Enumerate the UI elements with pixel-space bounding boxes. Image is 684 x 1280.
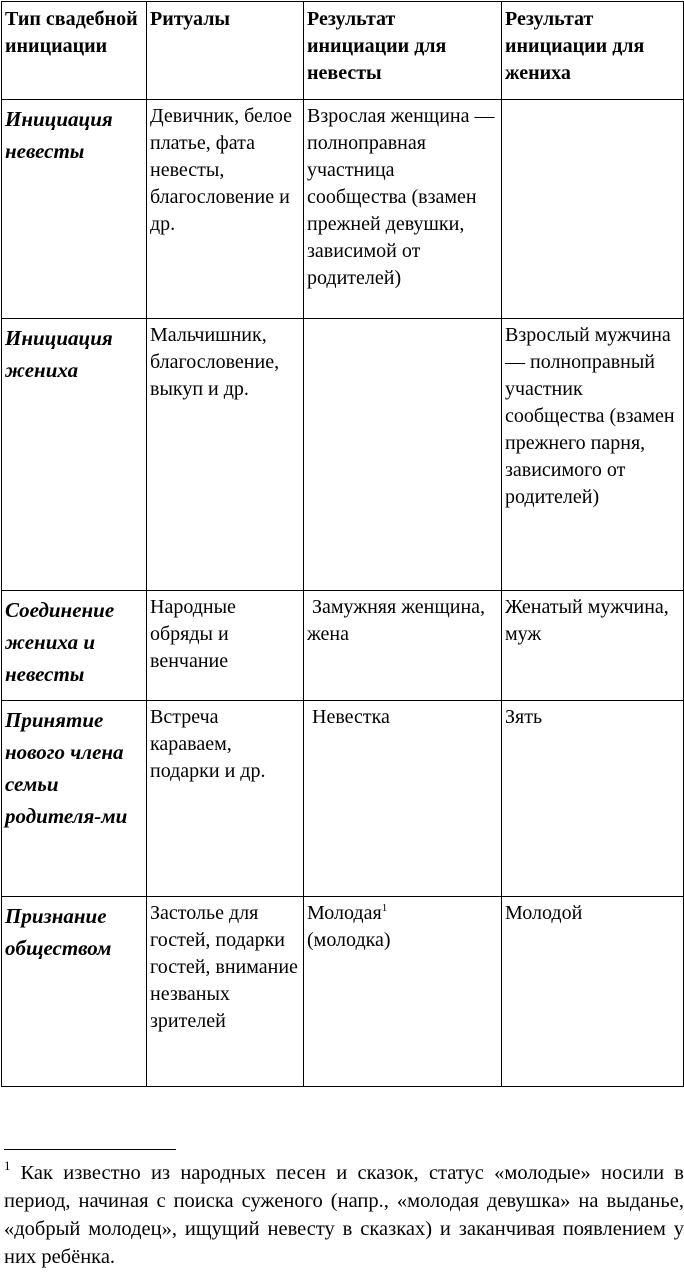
row-rituals: Девичник, белое платье, фата невесты, благословение и др.: [147, 100, 304, 319]
row-type: Принятие нового члена семьи родителя-ми: [2, 701, 147, 897]
row-rituals: Застолье для гостей, подарки гостей, внимание незваных зрителей: [147, 897, 304, 1087]
row-groom-result: [502, 100, 684, 319]
table-header-row: [2, 2, 684, 100]
header-bride-result: Результат инициации для невесты: [304, 2, 502, 100]
row-bride-result: Невестка: [304, 701, 502, 897]
row-bride-result: [304, 319, 502, 591]
header-type: Тип свадебной инициации: [2, 2, 147, 100]
row-groom-result: Женатый мужчина, муж: [502, 591, 684, 701]
row-bride-result: Замужняя женщина, жена: [304, 591, 502, 701]
row-groom-result: Взрослый мужчина — полноправный участник сообщества (взамен прежнего парня, зависимого от родителей): [502, 319, 684, 591]
header-groom-result: Результат инициации для жениха: [502, 2, 684, 100]
footnote-divider: [4, 1149, 176, 1150]
table-row: [2, 100, 684, 319]
initiation-table: [1, 1, 684, 1087]
row-bride-result: [304, 897, 502, 1087]
row-rituals: Мальчишник, благословение, выкуп и др.: [147, 319, 304, 591]
row-groom-result: Молодой: [502, 897, 684, 1087]
footnote-reference[interactable]: 1: [381, 902, 388, 914]
table-row: [2, 701, 684, 897]
row-groom-result: Зять: [502, 701, 684, 897]
row-type: Инициация жениха: [2, 319, 147, 591]
bride-result-text-extra: (молодка): [307, 929, 391, 951]
bride-result-text: Молодая: [307, 902, 382, 924]
table-row: [2, 897, 684, 1087]
row-rituals: Народные обряды и венчание: [147, 591, 304, 701]
row-type: Признание обществом: [2, 897, 147, 1087]
footnote: [4, 1159, 684, 1271]
footnote-text: Как известно из народных песен и сказок, статус «молодые» носили в период, начиная с поиска суженого (напр., «молодая девушка» на выданье, «добрый молодец», ищущий невесту в сказках) и заканчивая появлением у них ребёнка.: [4, 1162, 684, 1268]
row-type: Соединение жениха и невесты: [2, 591, 147, 701]
header-rituals: Ритуалы: [147, 2, 304, 100]
row-type: Инициация невесты: [2, 100, 147, 319]
table-row: [2, 319, 684, 591]
table-row: [2, 591, 684, 701]
row-rituals: Встреча караваем, подарки и др.: [147, 701, 304, 897]
footnote-mark: 1: [4, 1158, 11, 1173]
row-bride-result: Взрослая женщина — полноправная участница сообщества (взамен прежней девушки, зависимой от родителей): [304, 100, 502, 319]
